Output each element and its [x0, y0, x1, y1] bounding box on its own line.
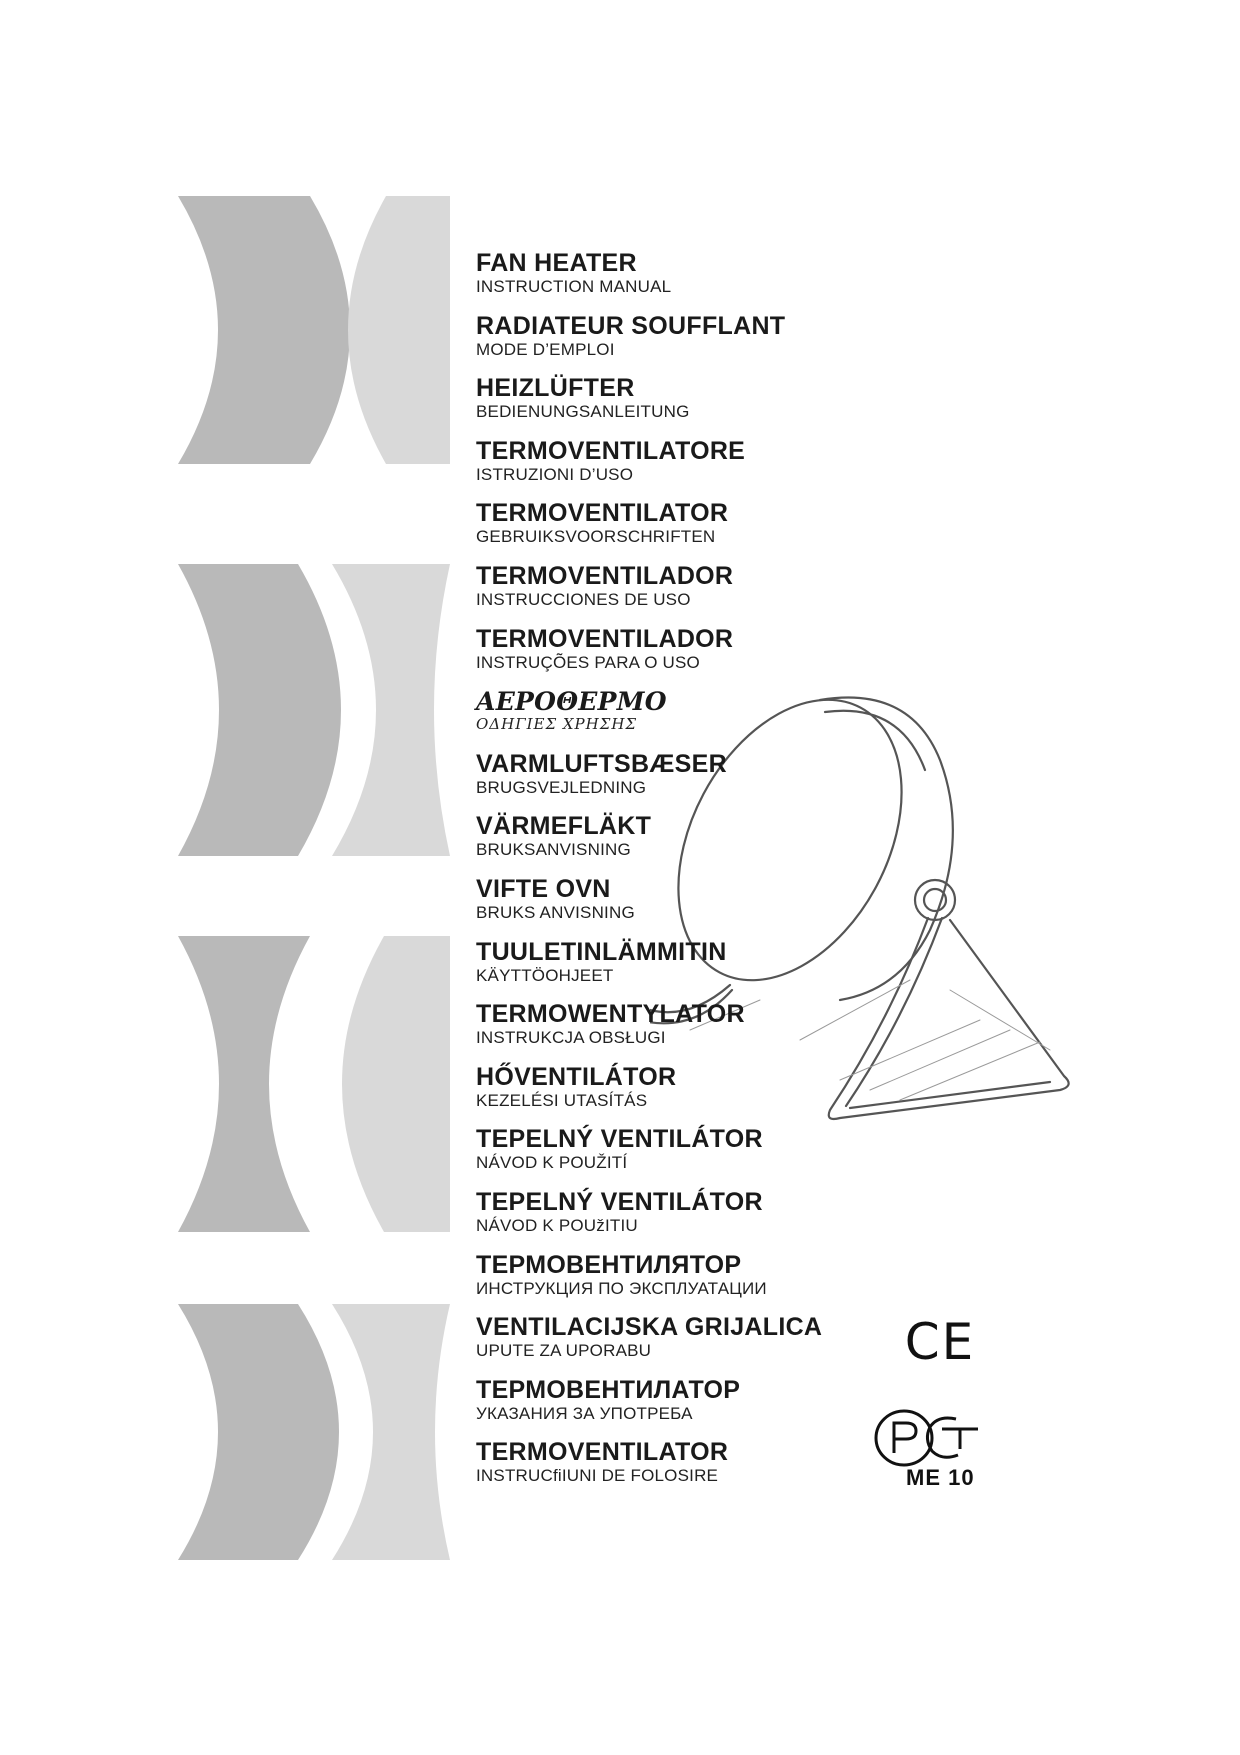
entry-subtitle: BEDIENUNGSANLEITUNG [476, 402, 690, 422]
language-entry-german [476, 375, 936, 438]
entry-subtitle: ИНСТРУКЦИЯ ПО ЭКСПЛУАТАЦИИ [476, 1278, 767, 1298]
wave-band-dark [178, 1304, 339, 1560]
wave-band-dark [178, 196, 350, 464]
entry-title: TERMOVENTILATOR [476, 1438, 729, 1467]
certification-marks [870, 1315, 1010, 1492]
entry-title: TERMOVENTILADOR [476, 561, 734, 590]
wave-band-dark [178, 564, 341, 856]
entry-subtitle: INSTRUKCJA OBSŁUGI [476, 1028, 666, 1048]
entry-title: TEPELNÝ VENTILÁTOR [476, 1187, 763, 1216]
wave-band-light [332, 1304, 450, 1560]
language-entry-greek [476, 688, 936, 751]
language-entry-italian [476, 438, 936, 501]
entry-title: TEPELNÝ VENTILÁTOR [476, 1125, 763, 1154]
entry-subtitle: INSTRUCCIONES DE USO [476, 589, 691, 609]
entry-title: FAN HEATER [476, 249, 637, 277]
language-entry-slovak [476, 1189, 936, 1252]
language-entry-polish [476, 1001, 936, 1064]
entry-title: VIFTE OVN [476, 874, 611, 903]
language-entry-finnish [476, 939, 936, 1002]
entry-subtitle: BRUGSVEJLEDNING [476, 777, 647, 797]
entry-subtitle: GEBRUIKSVOORSCHRIFTEN [476, 527, 716, 547]
language-entry-dutch [476, 500, 936, 563]
entry-title: VENTILACIJSKA GRIJALICA [476, 1313, 823, 1342]
language-entry-portuguese [476, 626, 936, 689]
language-entry-danish [476, 751, 936, 814]
entry-subtitle: NÁVOD K POUŽITÍ [476, 1153, 628, 1173]
language-entry-french [476, 313, 936, 376]
entry-subtitle: INSTRUÇÕES PARA O USO [476, 652, 700, 672]
language-entry-english [476, 250, 936, 313]
entry-title: ТЕРМОВЕНТИЛАТОР [476, 1375, 741, 1404]
entry-title: TERMOVENTILATOR [476, 499, 729, 528]
entry-title: HEIZLÜFTER [476, 374, 635, 403]
pct-code: ME 10 [906, 1465, 975, 1490]
language-entry-hungarian [476, 1064, 936, 1127]
language-entry-swedish [476, 813, 936, 876]
entry-title: TERMOVENTILATORE [476, 436, 746, 465]
entry-subtitle: ΟΔΗΓΙΕΣ ΧΡΗΣΗΣ [476, 715, 638, 734]
wave-band-dark [178, 936, 310, 1232]
pct-certification-icon [870, 1407, 990, 1469]
language-list [476, 250, 936, 1502]
wave-band-light [342, 936, 450, 1232]
pct-mark [870, 1407, 990, 1492]
entry-title: HŐVENTILÁTOR [476, 1062, 677, 1091]
entry-subtitle: ISTRUZIONI D’USO [476, 464, 634, 484]
entry-subtitle: INSTRUCTION MANUAL [476, 277, 672, 296]
ce-mark: CE [904, 1313, 976, 1371]
entry-title: RADIATEUR SOUFFLANT [476, 311, 786, 340]
wave-band-light [332, 564, 450, 856]
entry-title: TUULETINLÄMMITIN [476, 937, 727, 966]
language-entry-czech [476, 1126, 936, 1189]
language-entry-croatian [476, 1314, 936, 1377]
entry-subtitle: BRUKSANVISNING [476, 840, 631, 860]
language-entry-norwegian [476, 876, 936, 939]
entry-subtitle: INSTRUCfiIUNI DE FOLOSIRE [476, 1466, 719, 1486]
entry-subtitle: MODE D’EMPLOI [476, 339, 615, 359]
language-entry-russian [476, 1252, 936, 1315]
entry-title: VARMLUFTSBÆSER [476, 749, 727, 778]
language-entry-spanish [476, 563, 936, 626]
entry-title: ΑΕΡΟΘΕΡΜΟ [476, 687, 667, 717]
entry-subtitle: BRUKS ANVISNING [476, 902, 635, 922]
entry-title: ТЕРМОВЕНТИЛЯТОР [476, 1250, 742, 1279]
entry-subtitle: NÁVOD K POUžITIU [476, 1215, 638, 1235]
language-entry-bulgarian [476, 1377, 936, 1440]
wave-band-light [348, 196, 450, 464]
entry-subtitle: KÄYTTÖOHJEET [476, 965, 614, 985]
entry-subtitle: KEZELÉSI UTASÍTÁS [476, 1090, 648, 1110]
entry-title: TERMOVENTILADOR [476, 624, 734, 653]
entry-title: VÄRMEFLÄKT [476, 812, 652, 841]
entry-subtitle: UPUTE ZA UPORABU [476, 1341, 652, 1361]
entry-title: TERMOWENTYLATOR [476, 1000, 745, 1029]
language-entry-romanian [476, 1439, 936, 1502]
entry-subtitle: УКАЗАНИЯ ЗА УПОТРЕБА [476, 1403, 693, 1423]
